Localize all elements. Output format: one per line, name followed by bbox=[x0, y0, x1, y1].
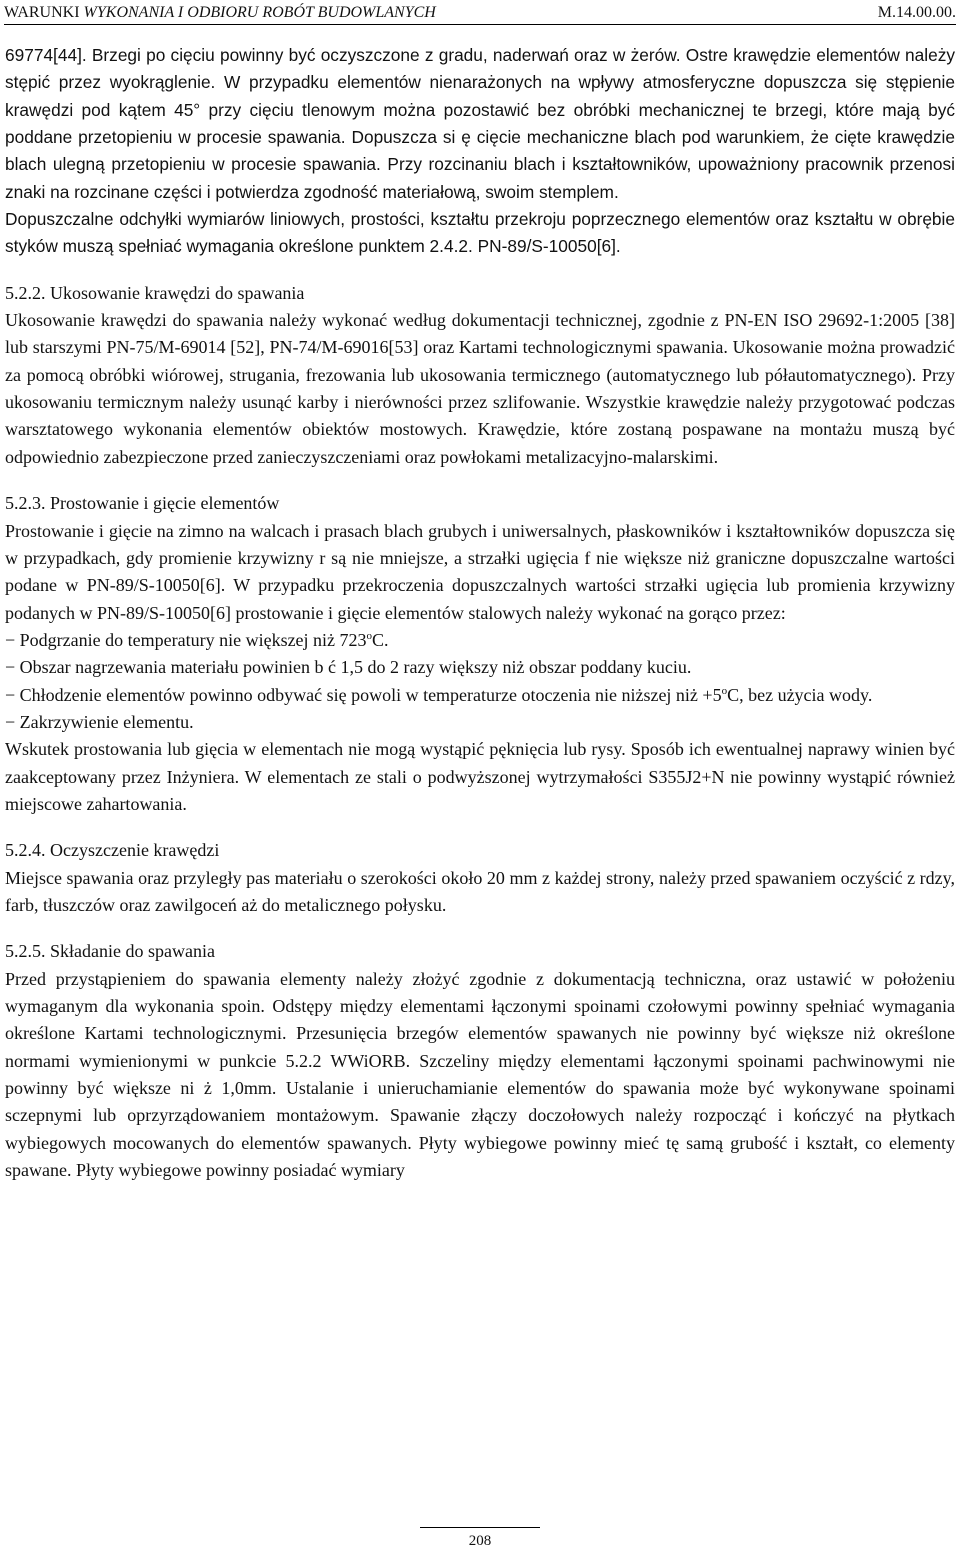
header-prefix: WARUNKI bbox=[4, 4, 80, 21]
paragraph-5-2-5: Przed przystąpieniem do spawania elementy należy złożyć zgodnie z dokumentacją techniczna, oraz ustawić w położeniu wymaganym dla wykonania spoin. Odstępy między elementami łączonymi spoinami czołowymi powinny spełniać wymagania określone Kartami technologicznymi. Przesunięcia brzegów elementów spawanych nie powinny być większe niż określone normami wymienionymi w punkcie 5.2.2 WWiORB. Szczeliny między elementami łączonymi spoinami pachwinowymi nie powinny być większe ni ż 1,0mm. Ustalanie i unieruchamianie elementów do spawania może być wykonywane spoinami sczepnymi lub oprzyrządowaniem montażowym. Spawanie złączy doczołowych należy rozpocząć i kończyć na płytkach wybiegowych mocowanych do elementów spawanych. Płyty wybiegowe powinny mieć tę samą grubość i kształt, co elementy spawane. Płyty wybiegowe powinny posiadać wymiary bbox=[5, 968, 955, 1181]
header-doc-code: M.14.00.00. bbox=[877, 4, 956, 21]
list-item-heating-area: − Obszar nagrzewania materiału powinien b ć 1,5 do 2 razy większy niż obszar poddany kuciu. bbox=[5, 657, 692, 678]
header-subtitle: WYKONANIA I ODBIORU ROBÓT BUDOWLANYCH bbox=[83, 4, 436, 21]
paragraph-5-2-3-tail: Wskutek prostowania lub gięcia w elementach nie mogą wystąpić pęknięcia lub rysy. Sposób ich ewentualnej naprawy winien być zaakceptowany przez Inżyniera. W elementach ze stali o podwyższonej wytrzymałości S355J2+N nie powinny wystąpić również miejscowe zahartowania. bbox=[5, 739, 955, 814]
heading-5-2-2: 5.2.2. Ukosowanie krawędzi do spawania bbox=[5, 282, 305, 303]
page-number: 208 bbox=[468, 1533, 492, 1549]
paragraph-tolerances: Dopuszczalne odchyłki wymiarów liniowych, prostości, kształtu przekroju poprzecznego elementów oraz kształtu w obrębie styków muszą spełniać wymagania określone punktem 2.4.2. PN-89/S-10050[6]. bbox=[5, 209, 955, 257]
footer-divider bbox=[420, 1527, 540, 1528]
running-header bbox=[4, 2, 956, 25]
paragraph-intro: 69774[44]. Brzegi po cięciu powinny być oczyszczone z gradu, naderwań oraz w żerów. Ostre krawędzie elementów należy stępić przez wyokrąglenie. W przypadku elementów nienarażonych na wpływy atmosferyczne dopuszcza się stępienie krawędzi pod kątem 45° przy cięciu tlenowym można pozostawić bez obróbki mechanicznej te brzegi, które mają być poddane przetopieniu w procesie spawania. Dopuszcza si ę cięcie mechaniczne blach pod warunkiem, że cięte krawędzie blach ulegną przetopieniu w procesie spawania. Przy rozcinaniu blach i kształtowników, upoważniony pracownik przenosi znaki na rozcinane części i potwierdza zgodność materiałową, swoim stemplem. bbox=[5, 45, 955, 202]
paragraph-5-2-3: Prostowanie i gięcie na zimno na walcach i prasach blach grubych i uniwersalnych, płaskowników i kształtowników dopuszcza się w przypadkach, gdy promienie krzywizny r są nie mniejsze, a strzałki ugięcia f nie większe niż graniczne dopuszczalne wartości podane w PN-89/S-10050[6]. W przypadku przekroczenia dopuszczalnych wartości strzałki ugięcia lub promienia krzywizny podanych w PN-89/S-10050[6] prostowanie i gięcie elementów stalowych należy wykonać na gorąco przez: bbox=[5, 520, 955, 623]
document-body bbox=[5, 42, 955, 1184]
list-item-heating: − Podgrzanie do temperatury nie większej niż 723$^o$C. bbox=[5, 629, 389, 650]
list-item-cooling: − Chłodzenie elementów powinno odbywać się powoli w temperaturze otoczenia nie niższej niż $+5^oC$, bez użycia wody. bbox=[5, 684, 873, 705]
heading-5-2-5: 5.2.5. Składanie do spawania bbox=[5, 941, 215, 962]
heading-5-2-4: 5.2.4. Oczyszczenie krawędzi bbox=[5, 840, 220, 861]
header-title bbox=[4, 2, 436, 24]
heading-5-2-3: 5.2.3. Prostowanie i gięcie elementów bbox=[5, 493, 280, 514]
paragraph-5-2-2: Ukosowanie krawędzi do spawania należy wykonać według dokumentacji technicznej, zgodnie z PN-EN ISO 29692-1:2005 [38] lub starszymi PN-75/M-69014 [52], PN-74/M-69016[53] oraz Kartami technologicznymi spawania. Ukosowanie można prowadzić za pomocą obróbki wiórowej, strugania, frezowania lub ukosowania termicznego (automatycznego lub półautomatycznego). Przy ukosowaniu termicznym należy usunąć karby i nierówności przez szlifowanie. Wszystkie krawędzie należy przygotować podczas warsztatowego wykonania elementów obiektów mostowych. Krawędzie, które zostaną pospawane na montażu muszą być odpowiednio zabezpieczone przed zanieczyszczeniami oraz powłokami metalizacyjno-malarskimi. bbox=[5, 310, 955, 467]
paragraph-5-2-4: Miejsce spawania oraz przyległy pas materiału o szerokości około 20 mm z każdej strony, należy przed spawaniem oczyścić z rdzy, farb, tłuszczów oraz zawilgoceń aż do metalicznego połysku. bbox=[5, 867, 955, 915]
list-item-bending: − Zakrzywienie elementu. bbox=[5, 711, 194, 732]
